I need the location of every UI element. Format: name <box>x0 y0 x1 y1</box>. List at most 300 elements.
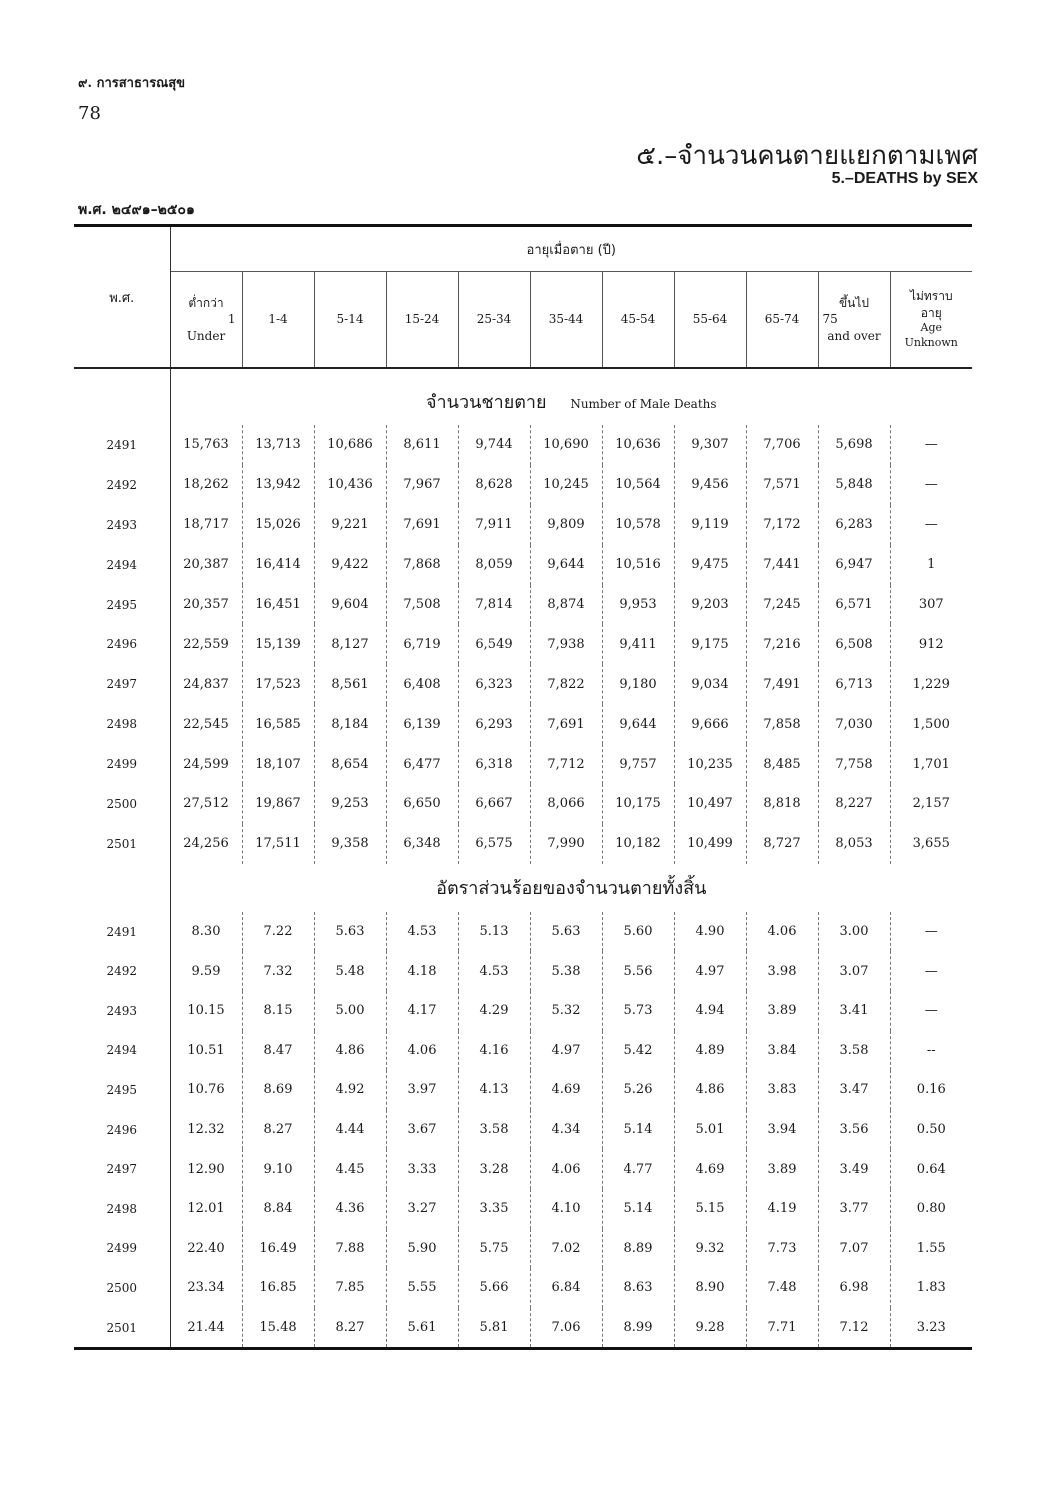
male-deaths-value-cell: 15,763 <box>170 425 242 465</box>
percentage-value-cell: 8.47 <box>242 1031 314 1071</box>
male-deaths-value-cell: 9,475 <box>674 545 746 585</box>
male-deaths-value-cell: 20,387 <box>170 545 242 585</box>
percentage-value-cell: 5.61 <box>386 1308 458 1349</box>
percentage-value-cell: 4.89 <box>674 1031 746 1071</box>
male-deaths-value-cell: 15,026 <box>242 505 314 545</box>
percentage-value-cell: 5.66 <box>458 1268 530 1308</box>
percentage-value-cell: 5.75 <box>458 1229 530 1269</box>
male-deaths-row <box>74 425 972 465</box>
percentage-value-cell: 3.28 <box>458 1149 530 1189</box>
male-deaths-value-cell: 7,822 <box>530 664 602 704</box>
col-header-age-unknown-thai2: อายุ <box>920 305 942 320</box>
male-deaths-row <box>74 664 972 704</box>
male-deaths-value-cell: 7,858 <box>746 704 818 744</box>
percentage-value-cell: 4.53 <box>458 951 530 991</box>
col-header-55-64: 55-64 <box>674 272 746 369</box>
male-deaths-value-cell: 10,499 <box>674 824 746 864</box>
male-deaths-value-cell: 7,172 <box>746 505 818 545</box>
percentage-value-cell: 12.01 <box>170 1189 242 1229</box>
male-deaths-value-cell: 9,809 <box>530 505 602 545</box>
percentage-value-cell: 8.99 <box>602 1308 674 1349</box>
percentage-value-cell: 4.90 <box>674 912 746 952</box>
col-header-age-unknown <box>890 272 972 369</box>
percentage-value-cell: 8.63 <box>602 1268 674 1308</box>
percentage-value-cell: 4.44 <box>314 1110 386 1150</box>
male-deaths-value-cell: 7,911 <box>458 505 530 545</box>
male-deaths-value-cell: 8,485 <box>746 744 818 784</box>
section-male-deaths-title-thai: จำนวนชายตาย <box>426 391 547 413</box>
male-deaths-value-cell: 7,868 <box>386 545 458 585</box>
col-header-age-unknown-thai: ไม่ทราบ <box>909 289 953 304</box>
year-cell: 2496 <box>74 624 170 664</box>
percentage-row <box>74 1149 972 1189</box>
percentage-value-cell: 3.41 <box>818 991 890 1031</box>
percentage-value-cell: 6.84 <box>530 1268 602 1308</box>
percentage-value-cell: 4.06 <box>386 1031 458 1071</box>
percentage-value-cell: 9.32 <box>674 1229 746 1269</box>
col-header-15-24: 15-24 <box>386 272 458 369</box>
male-deaths-value-cell: 6,549 <box>458 624 530 664</box>
year-cell: 2496 <box>74 1110 170 1150</box>
male-deaths-value-cell: 7,967 <box>386 465 458 505</box>
male-deaths-value-cell: 3,655 <box>912 836 950 852</box>
percentage-value-cell: 4.06 <box>530 1149 602 1189</box>
male-deaths-value-cell: 7,571 <box>746 465 818 505</box>
percentage-value-cell: 5.26 <box>602 1070 674 1110</box>
col-header-1-4: 1-4 <box>242 272 314 369</box>
male-deaths-value-cell: 9,307 <box>674 425 746 465</box>
col-header-65-74: 65-74 <box>746 272 818 369</box>
male-deaths-value-cell: 8,227 <box>818 784 890 824</box>
section-label: ๙. การสาธารณสุข <box>78 76 186 91</box>
percentage-value-cell: 4.17 <box>386 991 458 1031</box>
male-deaths-value-cell: 1,701 <box>912 756 950 772</box>
year-cell: 2495 <box>74 1070 170 1110</box>
year-cell: 2498 <box>74 1189 170 1229</box>
page-number: 78 <box>78 103 101 124</box>
year-cell: 2498 <box>74 704 170 744</box>
percentage-value-cell: 0.50 <box>916 1122 946 1138</box>
percentage-value-cell: 9.59 <box>170 951 242 991</box>
percentage-value-cell: 7.48 <box>746 1268 818 1308</box>
percentage-value-cell: 3.98 <box>746 951 818 991</box>
male-deaths-value-cell: 6,293 <box>458 704 530 744</box>
percentage-value-cell: 12.90 <box>170 1149 242 1189</box>
male-deaths-value-cell: 9,953 <box>602 585 674 625</box>
male-deaths-value-cell: 10,497 <box>674 784 746 824</box>
percentage-value-cell: 5.14 <box>602 1110 674 1150</box>
male-deaths-value-cell: 10,578 <box>602 505 674 545</box>
male-deaths-value-cell: 6,477 <box>386 744 458 784</box>
percentage-row <box>74 1031 972 1071</box>
male-deaths-value-cell: 8,053 <box>818 824 890 864</box>
percentage-value-cell: 7.07 <box>818 1229 890 1269</box>
male-deaths-value-cell: 9,119 <box>674 505 746 545</box>
male-deaths-value-cell: 1,500 <box>912 716 950 732</box>
male-deaths-value-cell: 6,713 <box>818 664 890 704</box>
percentage-value-cell: 4.77 <box>602 1149 674 1189</box>
percentage-value-cell: 5.55 <box>386 1268 458 1308</box>
percentage-value-cell: 5.48 <box>314 951 386 991</box>
male-deaths-value-cell: 8,628 <box>458 465 530 505</box>
male-deaths-row <box>74 824 972 864</box>
male-deaths-value-cell: 9,253 <box>314 784 386 824</box>
percentage-value-cell: 5.90 <box>386 1229 458 1269</box>
percentage-value-cell: 4.94 <box>674 991 746 1031</box>
percentage-value-cell: 4.69 <box>530 1070 602 1110</box>
male-deaths-value-cell: 10,690 <box>530 425 602 465</box>
male-deaths-row <box>74 784 972 824</box>
male-deaths-value-cell: 20,357 <box>170 585 242 625</box>
male-deaths-value-cell: 8,874 <box>530 585 602 625</box>
male-deaths-value-cell: 7,691 <box>386 505 458 545</box>
male-deaths-value-cell: 9,456 <box>674 465 746 505</box>
percentage-value-cell: 3.35 <box>458 1189 530 1229</box>
percentage-value-cell: 5.00 <box>314 991 386 1031</box>
male-deaths-value-cell: 18,107 <box>242 744 314 784</box>
percentage-value-cell: 8.15 <box>242 991 314 1031</box>
section-male-deaths-title-en: Number of Male Deaths <box>570 396 717 411</box>
percentage-value-cell: 4.69 <box>674 1149 746 1189</box>
percentage-value-cell: 22.40 <box>170 1229 242 1269</box>
percentage-value-cell: 3.00 <box>818 912 890 952</box>
percentage-value-cell: 15.48 <box>242 1308 314 1349</box>
male-deaths-value-cell: 2,157 <box>912 796 950 812</box>
male-deaths-value-cell: 7,706 <box>746 425 818 465</box>
section-percentage-title-thai: อัตราส่วนร้อยของจำนวนตายทั้งสิ้น <box>436 878 707 900</box>
male-deaths-row <box>74 545 972 585</box>
male-deaths-value-cell: 17,511 <box>242 824 314 864</box>
male-deaths-row <box>74 505 972 545</box>
male-deaths-value-cell: 22,545 <box>170 704 242 744</box>
percentage-value-cell: 3.58 <box>458 1110 530 1150</box>
percentage-value-cell: 4.10 <box>530 1189 602 1229</box>
percentage-value-cell: 3.94 <box>746 1110 818 1150</box>
male-deaths-value-cell: 8,611 <box>386 425 458 465</box>
percentage-value-cell: 7.85 <box>314 1268 386 1308</box>
male-deaths-value-cell: 16,451 <box>242 585 314 625</box>
percentage-value-cell: 6.98 <box>818 1268 890 1308</box>
male-deaths-value-cell: 7,491 <box>746 664 818 704</box>
col-header-75-over <box>818 272 890 369</box>
male-deaths-value-cell: 22,559 <box>170 624 242 664</box>
male-deaths-value-cell: 6,283 <box>818 505 890 545</box>
percentage-value-cell: 7.88 <box>314 1229 386 1269</box>
year-cell: 2495 <box>74 585 170 625</box>
percentage-value-cell: 3.77 <box>818 1189 890 1229</box>
percentage-value-cell: 5.60 <box>602 912 674 952</box>
male-deaths-value-cell: 912 <box>918 636 944 652</box>
section-male-deaths-heading <box>74 377 972 425</box>
male-deaths-value-cell: 17,523 <box>242 664 314 704</box>
male-deaths-value-cell: 18,262 <box>170 465 242 505</box>
percentage-value-cell: 12.32 <box>170 1110 242 1150</box>
percentage-value-cell: 3.27 <box>386 1189 458 1229</box>
percentage-value-cell: 4.45 <box>314 1149 386 1189</box>
year-cell: 2494 <box>74 545 170 585</box>
col-header-75-over-value: 75 <box>822 312 838 327</box>
percentage-value-cell: 7.73 <box>746 1229 818 1269</box>
year-cell: 2499 <box>74 744 170 784</box>
male-deaths-value-cell: 7,441 <box>746 545 818 585</box>
male-deaths-value-cell: 8,066 <box>530 784 602 824</box>
percentage-value-cell: 7.12 <box>818 1308 890 1349</box>
male-deaths-value-cell: 10,245 <box>530 465 602 505</box>
male-deaths-value-cell: 16,414 <box>242 545 314 585</box>
male-deaths-value-cell: 13,713 <box>242 425 314 465</box>
male-deaths-value-cell: 1 <box>927 557 936 573</box>
percentage-value-cell: 4.16 <box>458 1031 530 1071</box>
male-deaths-value-cell: 13,942 <box>242 465 314 505</box>
percentage-value-cell: 3.83 <box>746 1070 818 1110</box>
male-deaths-value-cell: 7,508 <box>386 585 458 625</box>
percentage-value-cell: 3.33 <box>386 1149 458 1189</box>
year-cell: 2500 <box>74 1268 170 1308</box>
male-deaths-value-cell: 9,644 <box>530 545 602 585</box>
male-deaths-value-cell: 307 <box>918 597 944 612</box>
col-header-35-44: 35-44 <box>530 272 602 369</box>
male-deaths-value-cell: 6,348 <box>386 824 458 864</box>
percentage-value-cell: 3.84 <box>746 1031 818 1071</box>
year-cell: 2501 <box>74 1308 170 1349</box>
percentage-value-cell: 0.80 <box>916 1201 946 1217</box>
male-deaths-value-cell: 8,184 <box>314 704 386 744</box>
male-deaths-value-cell: 16,585 <box>242 704 314 744</box>
percentage-value-cell: 3.89 <box>746 991 818 1031</box>
percentage-value-cell: 4.97 <box>530 1031 602 1071</box>
male-deaths-value-cell: 10,636 <box>602 425 674 465</box>
percentage-value-cell: 10.51 <box>170 1031 242 1071</box>
percentage-value-cell: 23.34 <box>170 1268 242 1308</box>
percentage-value-cell: 8.90 <box>674 1268 746 1308</box>
percentage-value-cell: 3.89 <box>746 1149 818 1189</box>
age-group-header: อายุเมื่อตาย (ปี) <box>170 226 972 272</box>
year-cell: 2494 <box>74 1031 170 1071</box>
percentage-value-cell: 5.32 <box>530 991 602 1031</box>
percentage-value-cell: 4.29 <box>458 991 530 1031</box>
male-deaths-value-cell: 5,848 <box>818 465 890 505</box>
col-header-under-1-thai: ต่ำกว่า <box>188 296 224 311</box>
percentage-value-cell: 0.16 <box>916 1082 946 1098</box>
male-deaths-value-cell: 9,644 <box>602 704 674 744</box>
percentage-value-cell: 8.30 <box>170 912 242 952</box>
male-deaths-value-cell: 8,127 <box>314 624 386 664</box>
percentage-value-cell: 5.14 <box>602 1189 674 1229</box>
male-deaths-value-cell: 24,256 <box>170 824 242 864</box>
male-deaths-value-cell: 10,175 <box>602 784 674 824</box>
male-deaths-value-cell: 5,698 <box>818 425 890 465</box>
male-deaths-value-cell: 7,758 <box>818 744 890 784</box>
percentage-row <box>74 1308 972 1349</box>
male-deaths-value-cell: 8,818 <box>746 784 818 824</box>
percentage-value-cell: 7.71 <box>746 1308 818 1349</box>
male-deaths-value-cell: 24,599 <box>170 744 242 784</box>
male-deaths-value-cell: 19,867 <box>242 784 314 824</box>
percentage-row <box>74 1229 972 1269</box>
years-range: พ.ศ. ๒๔๙๑–๒๕๐๑ <box>78 202 195 218</box>
male-deaths-value-cell: 7,814 <box>458 585 530 625</box>
percentage-value-cell: 3.58 <box>818 1031 890 1071</box>
col-header-75-over-en: and over <box>827 328 881 343</box>
table-title-thai: ๕.–จำนวนคนตายแยกตามเพศ <box>636 141 978 171</box>
year-cell: 2492 <box>74 465 170 505</box>
male-deaths-row <box>74 624 972 664</box>
male-deaths-value-cell: 9,180 <box>602 664 674 704</box>
male-deaths-row <box>74 585 972 625</box>
male-deaths-value-cell: 9,411 <box>602 624 674 664</box>
percentage-value-cell: 21.44 <box>170 1308 242 1349</box>
year-cell: 2493 <box>74 505 170 545</box>
male-deaths-row <box>74 744 972 784</box>
percentage-value-cell: 4.92 <box>314 1070 386 1110</box>
percentage-value-cell: 0.64 <box>916 1161 946 1177</box>
male-deaths-value-cell: 15,139 <box>242 624 314 664</box>
percentage-value-cell: -- <box>926 1042 936 1058</box>
male-deaths-value-cell: — <box>924 477 938 493</box>
col-header-5-14: 5-14 <box>314 272 386 369</box>
percentage-value-cell: 16.49 <box>242 1229 314 1269</box>
percentage-value-cell: 16.85 <box>242 1268 314 1308</box>
year-cell: 2491 <box>74 425 170 465</box>
percentage-value-cell: 4.34 <box>530 1110 602 1150</box>
male-deaths-value-cell: 6,139 <box>386 704 458 744</box>
year-column-header: พ.ศ. <box>74 226 170 369</box>
percentage-value-cell: 5.56 <box>602 951 674 991</box>
percentage-value-cell: 8.27 <box>314 1308 386 1349</box>
percentage-value-cell: 9.10 <box>242 1149 314 1189</box>
percentage-row <box>74 951 972 991</box>
male-deaths-value-cell: 8,727 <box>746 824 818 864</box>
percentage-value-cell: 9.28 <box>674 1308 746 1349</box>
male-deaths-value-cell: 7,216 <box>746 624 818 664</box>
male-deaths-value-cell: 6,650 <box>386 784 458 824</box>
year-cell: 2492 <box>74 951 170 991</box>
percentage-value-cell: 4.06 <box>746 912 818 952</box>
col-header-age-unknown-en2: Unknown <box>904 335 958 349</box>
percentage-value-cell: 5.73 <box>602 991 674 1031</box>
percentage-value-cell: 5.15 <box>674 1189 746 1229</box>
male-deaths-value-cell: 9,358 <box>314 824 386 864</box>
male-deaths-value-cell: 10,182 <box>602 824 674 864</box>
year-cell: 2499 <box>74 1229 170 1269</box>
percentage-value-cell: 10.76 <box>170 1070 242 1110</box>
col-header-45-54: 45-54 <box>602 272 674 369</box>
male-deaths-value-cell: 9,221 <box>314 505 386 545</box>
percentage-value-cell: 3.23 <box>890 1308 972 1349</box>
male-deaths-value-cell: 9,744 <box>458 425 530 465</box>
col-header-under-1 <box>170 272 242 369</box>
male-deaths-value-cell: 7,030 <box>818 704 890 744</box>
col-header-under-1-en: Under <box>186 328 226 343</box>
male-deaths-value-cell: 9,757 <box>602 744 674 784</box>
male-deaths-value-cell: 10,516 <box>602 545 674 585</box>
male-deaths-value-cell: 1,229 <box>912 676 950 692</box>
percentage-value-cell: 7.06 <box>530 1308 602 1349</box>
percentage-value-cell: 10.15 <box>170 991 242 1031</box>
male-deaths-value-cell: 9,666 <box>674 704 746 744</box>
col-header-under-1-value: 1 <box>227 312 236 327</box>
male-deaths-value-cell: 6,719 <box>386 624 458 664</box>
percentage-value-cell: — <box>924 963 938 979</box>
male-deaths-value-cell: 8,561 <box>314 664 386 704</box>
male-deaths-value-cell: 7,245 <box>746 585 818 625</box>
section-percentage-heading <box>74 864 972 912</box>
percentage-value-cell: 4.97 <box>674 951 746 991</box>
male-deaths-value-cell: 6,408 <box>386 664 458 704</box>
percentage-value-cell: 3.67 <box>386 1110 458 1150</box>
male-deaths-value-cell: 7,712 <box>530 744 602 784</box>
percentage-value-cell: 5.81 <box>458 1308 530 1349</box>
male-deaths-value-cell: 9,422 <box>314 545 386 585</box>
percentage-value-cell: 4.19 <box>746 1189 818 1229</box>
male-deaths-value-cell: 9,175 <box>674 624 746 664</box>
male-deaths-value-cell: 27,512 <box>170 784 242 824</box>
male-deaths-value-cell: 8,654 <box>314 744 386 784</box>
percentage-value-cell: 4.53 <box>386 912 458 952</box>
male-deaths-value-cell: 6,947 <box>818 545 890 585</box>
male-deaths-value-cell: 6,667 <box>458 784 530 824</box>
col-header-75-over-thai: ขึ้นไป <box>838 296 870 311</box>
male-deaths-value-cell: 10,564 <box>602 465 674 505</box>
percentage-value-cell: 5.42 <box>602 1031 674 1071</box>
year-cell: 2497 <box>74 664 170 704</box>
percentage-value-cell: — <box>924 924 938 940</box>
percentage-row <box>74 912 972 952</box>
percentage-value-cell: 3.97 <box>386 1070 458 1110</box>
percentage-row <box>74 1268 972 1308</box>
percentage-value-cell: 3.47 <box>818 1070 890 1110</box>
male-deaths-value-cell: 7,691 <box>530 704 602 744</box>
male-deaths-value-cell: — <box>924 517 938 533</box>
percentage-value-cell: 4.86 <box>674 1070 746 1110</box>
year-cell: 2493 <box>74 991 170 1031</box>
percentage-value-cell: 5.01 <box>674 1110 746 1150</box>
percentage-value-cell: 7.32 <box>242 951 314 991</box>
percentage-value-cell: 8.89 <box>602 1229 674 1269</box>
percentage-value-cell: 3.07 <box>818 951 890 991</box>
deaths-by-sex-table <box>74 224 972 1378</box>
percentage-value-cell: 7.02 <box>530 1229 602 1269</box>
percentage-value-cell: 8.27 <box>242 1110 314 1150</box>
male-deaths-value-cell: 6,508 <box>818 624 890 664</box>
male-deaths-row <box>74 465 972 505</box>
percentage-value-cell: 4.86 <box>314 1031 386 1071</box>
male-deaths-row <box>74 704 972 744</box>
col-header-25-34: 25-34 <box>458 272 530 369</box>
year-cell: 2491 <box>74 912 170 952</box>
col-header-age-unknown-en: Age <box>920 320 943 334</box>
male-deaths-value-cell: 24,837 <box>170 664 242 704</box>
male-deaths-value-cell: 6,318 <box>458 744 530 784</box>
percentage-value-cell: 1.55 <box>916 1240 946 1256</box>
male-deaths-value-cell: 8,059 <box>458 545 530 585</box>
percentage-value-cell: 3.56 <box>818 1110 890 1150</box>
percentage-value-cell: 4.13 <box>458 1070 530 1110</box>
percentage-value-cell: 4.18 <box>386 951 458 991</box>
male-deaths-value-cell: 7,990 <box>530 824 602 864</box>
male-deaths-value-cell: 18,717 <box>170 505 242 545</box>
table-title-english: 5.–DEATHS by SEX <box>831 170 978 187</box>
male-deaths-value-cell: 6,575 <box>458 824 530 864</box>
percentage-value-cell: 8.84 <box>242 1189 314 1229</box>
percentage-row <box>74 991 972 1031</box>
male-deaths-value-cell: 9,203 <box>674 585 746 625</box>
male-deaths-value-cell: 6,571 <box>818 585 890 625</box>
percentage-value-cell: 7.22 <box>242 912 314 952</box>
male-deaths-value-cell: 9,604 <box>314 585 386 625</box>
percentage-value-cell: — <box>924 1003 938 1019</box>
percentage-value-cell: 3.49 <box>818 1149 890 1189</box>
